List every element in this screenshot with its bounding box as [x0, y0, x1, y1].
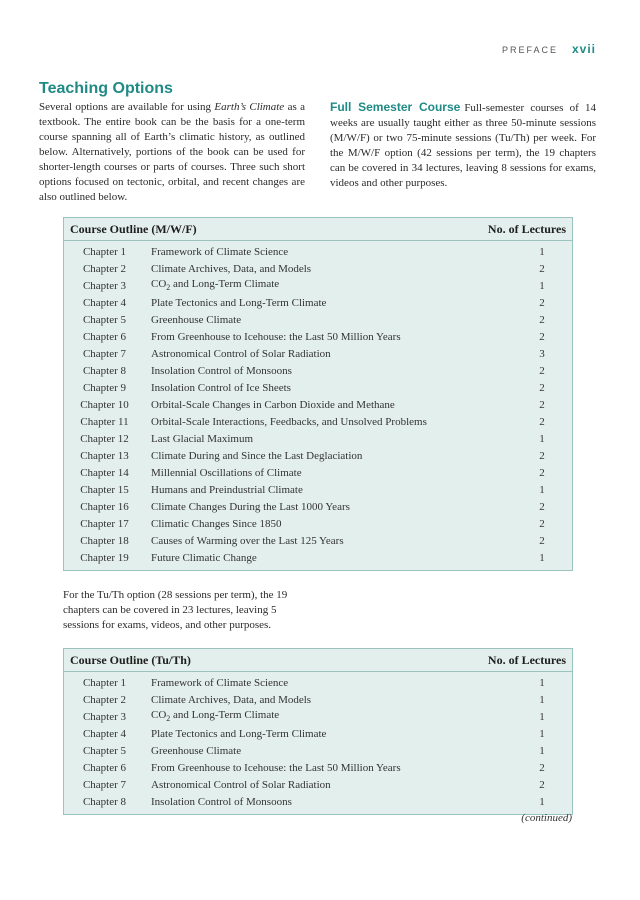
- intro-text-after: as a textbook. The entire book can be the basis for a one-term course spanning all of Earth’s climatic history, as outlined below. Alternatively, portions of the book can be used for shorter-length courses or parts of courses. Three such short options focused on tectonic, orbital, and recent changes are also outlined below.: [39, 101, 305, 203]
- chapter-title: Humans and Preindustrial Climate: [151, 483, 303, 496]
- full-semester-heading: Full Semester Course: [330, 100, 461, 114]
- lecture-count: 1: [539, 245, 545, 258]
- table-row: [64, 481, 572, 498]
- lecture-count: 2: [539, 313, 545, 326]
- chapter-title: Climate Changes During the Last 1000 Years: [151, 500, 350, 513]
- lecture-count: 2: [539, 415, 545, 428]
- chapter-number: Chapter 10: [80, 398, 129, 411]
- chapter-title-part: CO: [151, 709, 167, 722]
- page-number: xvii: [571, 42, 596, 56]
- chapter-number: Chapter 12: [80, 432, 129, 445]
- outline-header: [64, 218, 572, 241]
- chapter-title: Astronomical Control of Solar Radiation: [151, 347, 331, 360]
- chapter-number: Chapter 6: [82, 761, 127, 774]
- chapter-title: Astronomical Control of Solar Radiation: [151, 778, 331, 791]
- table-row: [64, 277, 572, 294]
- chapter-title: Orbital-Scale Changes in Carbon Dioxide and Methane: [151, 398, 395, 411]
- lecture-count: 2: [539, 517, 545, 530]
- chapter-number: Chapter 3: [82, 710, 127, 723]
- chapter-title: From Greenhouse to Icehouse: the Last 50 Million Years: [151, 330, 401, 343]
- chapter-title-subscript: 2: [166, 714, 171, 724]
- chapter-title-part: and Long-Term Climate: [170, 278, 280, 291]
- course-outline-mwf: [63, 217, 573, 571]
- chapter-number: Chapter 13: [80, 449, 129, 462]
- lecture-count: 2: [539, 398, 545, 411]
- table-row: [64, 311, 572, 328]
- chapter-number: Chapter 11: [80, 415, 129, 428]
- outline-rows: [64, 672, 572, 814]
- lecture-count: 2: [539, 778, 545, 791]
- table-row: [64, 447, 572, 464]
- chapter-title: Framework of Climate Science: [151, 245, 289, 258]
- lecture-count: 1: [539, 676, 545, 689]
- chapter-number: Chapter 7: [82, 347, 127, 360]
- table-row: [64, 515, 572, 532]
- chapter-title: Framework of Climate Science: [151, 676, 289, 689]
- lecture-count: 1: [539, 795, 545, 808]
- table-row: [64, 708, 572, 725]
- outline-header: [64, 649, 572, 672]
- full-semester-text: Full-semester courses of 14 weeks are usually taught either as three 50-minute sessions (M/W/F) or two 75-minute sessions (Tu/Th) per week. For the M/W/F option (42 sessions per term), the 19 chapters can be covered in 34 lectures, leaving 8 sessions for exams, videos and other purposes.: [330, 102, 596, 189]
- chapter-number: Chapter 5: [82, 313, 127, 326]
- continued-note: (continued): [521, 812, 572, 824]
- lecture-count: 2: [539, 381, 545, 394]
- lecture-count: 1: [539, 693, 545, 706]
- full-semester-paragraph: [330, 100, 596, 191]
- chapter-number: Chapter 4: [82, 296, 127, 309]
- chapter-number: Chapter 17: [80, 517, 129, 530]
- table-row: [64, 260, 572, 277]
- lecture-count: 1: [539, 483, 545, 496]
- table-row: [64, 294, 572, 311]
- chapter-title: Millennial Oscillations of Climate: [151, 466, 302, 479]
- outline-title: Course Outline (Tu/Th): [70, 652, 191, 667]
- chapter-title: Insolation Control of Monsoons: [151, 364, 292, 377]
- lecture-count: 2: [539, 296, 545, 309]
- table-row: [64, 742, 572, 759]
- intro-text-before: Several options are available for using: [39, 101, 215, 113]
- chapter-title: Last Glacial Maximum: [151, 432, 254, 445]
- chapter-title: [145, 709, 512, 723]
- running-head-label: PREFACE: [501, 45, 558, 55]
- outline-rows: [64, 241, 572, 570]
- table-row: [64, 379, 572, 396]
- lecture-count: 1: [539, 279, 545, 292]
- lecture-count: 1: [539, 744, 545, 757]
- chapter-number: Chapter 1: [82, 245, 127, 258]
- intro-paragraph: [39, 100, 305, 205]
- tuth-note: For the Tu/Th option (28 sessions per term), the 19 chapters can be covered in 23 lectures, leaving 5 sessions for exams, videos, and other purposes.: [63, 589, 288, 631]
- table-row: [64, 345, 572, 362]
- table-row: [64, 243, 572, 260]
- lecture-count: 1: [539, 551, 545, 564]
- table-row: [64, 498, 572, 515]
- chapter-title: Insolation Control of Ice Sheets: [151, 381, 291, 394]
- chapter-number: Chapter 16: [80, 500, 129, 513]
- chapter-title: Greenhouse Climate: [151, 313, 242, 326]
- chapter-number: Chapter 6: [82, 330, 127, 343]
- chapter-title-part: and Long-Term Climate: [170, 709, 280, 722]
- lecture-count: 1: [539, 727, 545, 740]
- chapter-number: Chapter 2: [82, 693, 127, 706]
- outline-title: Course Outline (M/W/F): [70, 221, 197, 236]
- lecture-count: 2: [539, 449, 545, 462]
- chapter-title: Plate Tectonics and Long-Term Climate: [151, 296, 327, 309]
- table-row: [64, 464, 572, 481]
- section-title: Teaching Options: [39, 80, 173, 97]
- chapter-number: Chapter 3: [82, 279, 127, 292]
- lectures-column-header: No. of Lectures: [487, 221, 566, 236]
- table-row: [64, 413, 572, 430]
- running-head: [502, 42, 596, 56]
- chapter-title: Orbital-Scale Interactions, Feedbacks, and Unsolved Problems: [151, 415, 427, 428]
- chapter-number: Chapter 18: [80, 534, 129, 547]
- chapter-title: Climate During and Since the Last Deglaciation: [151, 449, 363, 462]
- lecture-count: 2: [539, 330, 545, 343]
- table-row: [64, 725, 572, 742]
- table-row: [64, 776, 572, 793]
- chapter-number: Chapter 8: [82, 795, 127, 808]
- chapter-title: [145, 278, 512, 292]
- table-row: [64, 549, 572, 566]
- table-row: [64, 793, 572, 810]
- lecture-count: 2: [539, 534, 545, 547]
- table-row: [64, 759, 572, 776]
- chapter-number: Chapter 4: [82, 727, 127, 740]
- chapter-number: Chapter 2: [82, 262, 127, 275]
- table-row: [64, 362, 572, 379]
- lecture-count: 1: [539, 710, 545, 723]
- chapter-number: Chapter 14: [80, 466, 129, 479]
- book-title: Earth’s Climate: [214, 101, 285, 113]
- chapter-title: Future Climatic Change: [151, 551, 257, 564]
- chapter-title: From Greenhouse to Icehouse: the Last 50 Million Years: [151, 761, 401, 774]
- course-outline-tuth: [63, 648, 573, 815]
- chapter-title: Plate Tectonics and Long-Term Climate: [151, 727, 327, 740]
- lecture-count: 2: [539, 761, 545, 774]
- chapter-title: Causes of Warming over the Last 125 Years: [151, 534, 344, 547]
- table-row: [64, 396, 572, 413]
- table-row: [64, 691, 572, 708]
- table-row: [64, 674, 572, 691]
- chapter-number: Chapter 8: [82, 364, 127, 377]
- chapter-title: Climate Archives, Data, and Models: [151, 262, 312, 275]
- lecture-count: 3: [539, 347, 545, 360]
- chapter-number: Chapter 9: [82, 381, 127, 394]
- chapter-number: Chapter 7: [82, 778, 127, 791]
- lecture-count: 2: [539, 262, 545, 275]
- chapter-number: Chapter 15: [80, 483, 129, 496]
- chapter-title: Greenhouse Climate: [151, 744, 242, 757]
- chapter-number: Chapter 5: [82, 744, 127, 757]
- chapter-title: Climatic Changes Since 1850: [151, 517, 282, 530]
- chapter-title: Climate Archives, Data, and Models: [151, 693, 312, 706]
- table-row: [64, 532, 572, 549]
- lecture-count: 2: [539, 466, 545, 479]
- table-row: [64, 328, 572, 345]
- table-row: [64, 430, 572, 447]
- lecture-count: 2: [539, 364, 545, 377]
- chapter-number: Chapter 1: [82, 676, 127, 689]
- lecture-count: 2: [539, 500, 545, 513]
- lecture-count: 1: [539, 432, 545, 445]
- chapter-number: Chapter 19: [80, 551, 129, 564]
- lectures-column-header: No. of Lectures: [487, 652, 566, 667]
- chapter-title-part: CO: [151, 278, 167, 291]
- chapter-title: Insolation Control of Monsoons: [151, 795, 292, 808]
- chapter-title-subscript: 2: [166, 283, 171, 293]
